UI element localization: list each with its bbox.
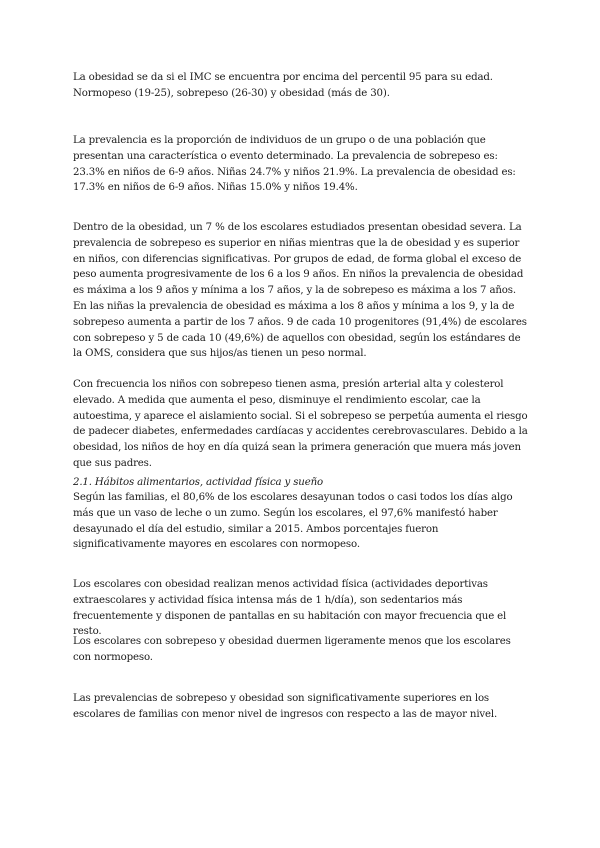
section-heading: 2.1. Hábitos alimentarios, actividad física y sueño (73, 477, 323, 488)
paragraph-severe-obesity: Dentro de la obesidad, un 7 % de los escolares estudiados presentan obesidad severa. La prevalencia de sobrepeso es superior en niñas mientras que la de obesidad y es superior en niños, con diferencias significativas. Por grupos de edad, de forma global el exceso de peso aumenta progresivamente de los 6 a los 9 años. En niños la prevalencia de obesidad es máxima a los 9 años y mínima a los 7 años, y la de sobrepeso es máxima a los 7 años. En las niñas la prevalencia de obesidad es máxima a los 8 años y mínima a los 9, y la de sobrepeso aumenta a partir de los 7 años. 9 de cada 10 progenitores (91,4%) de escolares con sobrepeso y 5 de cada 10 (49,6%) de aquellos con obesidad, según los estándares de la OMS, considera que sus hijos/as tienen un peso normal. (73, 222, 527, 360)
paragraph-physical-activity: Los escolares con obesidad realizan menos actividad física (actividades deportivas extraescolares y actividad física intensa más de 1 h/día), son sedentarios más frecuentemente y disponen de pantallas en su habitación con mayor frecuencia que el resto. (73, 579, 507, 638)
paragraph-prevalence: La prevalencia es la proporción de individuos de un grupo o de una población que presentan una característica o evento determinado. La prevalencia de sobrepeso es: 23.3% en niños de 6-9 años. Niñas 24.7% y niños 21.9%. La prevalencia de obesidad es: 17.3% en niños de 6-9 años. Niñas 15.0% y niños 19.4%. (73, 135, 516, 194)
paragraph-imc-definition: La obesidad se da si el IMC se encuentra por encima del percentil 95 para su edad. Normopeso (19-25), sobrepeso (26-30) y obesidad (más de 30). (73, 72, 493, 99)
paragraph-health-consequences: Con frecuencia los niños con sobrepeso tienen asma, presión arterial alta y colesterol elevado. A medida que aumenta el peso, disminuye el rendimiento escolar, cae la autoestima, y aparece el aislamiento social. Si el sobrepeso se perpetúa aumenta el riesgo de padecer diabetes, enfermedades cardíacas y accidentes cerebrovasculares. Debido a la obesidad, los niños de hoy en día quizá sean la primera generación que muera más joven que sus padres. (73, 379, 528, 469)
paragraph-breakfast: Según las familias, el 80,6% de los escolares desayunan todos o casi todos los días algo más que un vaso de leche o un zumo. Según los escolares, el 97,6% manifestó haber desayunado el día del estudio, similar a 2015. Ambos porcentajes fueron significativamente mayores en escolares con normopeso. (73, 492, 513, 551)
paragraph-sleep: Los escolares con sobrepeso y obesidad duermen ligeramente menos que los escolares con normopeso. (73, 636, 511, 663)
paragraph-income: Las prevalencias de sobrepeso y obesidad son significativamente superiores en los escolares de familias con menor nivel de ingresos con respecto a las de mayor nivel. (73, 693, 498, 720)
